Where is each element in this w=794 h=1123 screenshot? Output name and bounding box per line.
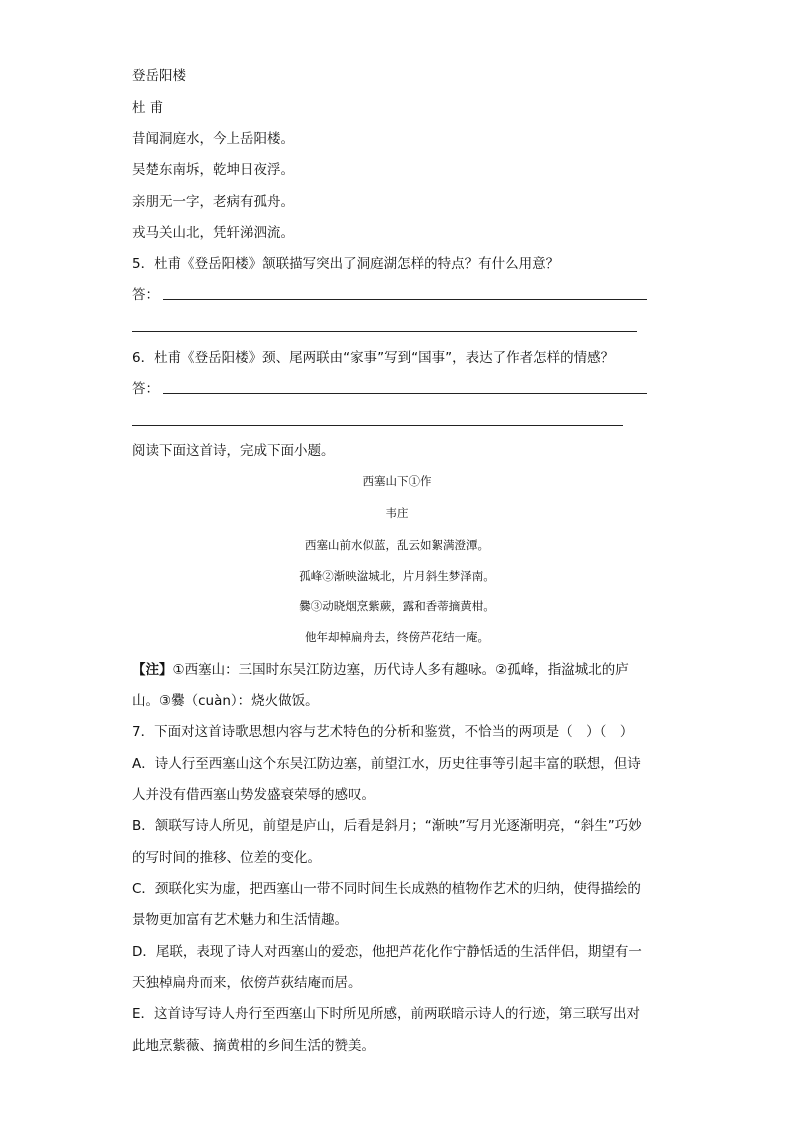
option-b-line-1: B．颔联写诗人所见，前望是庐山，后看是斜月；“渐映”写月光逐渐明亮，“斜生”巧妙 [132, 818, 642, 834]
option-e-line-1: E．这首诗写诗人舟行至西塞山下时所见所感，前两联暗示诗人的行迹，第三联写出对 [132, 1006, 641, 1022]
option-d-line-1: D．尾联，表现了诗人对西塞山的爱恋，他把芦花化作宁静恬适的生活伴侣，期望有一 [132, 944, 642, 960]
poem2-line-4: 他年却棹扁舟去，终傍芦花结一庵。 [305, 630, 489, 644]
question-7: 7．下面对这首诗歌思想内容与艺术特色的分析和鉴赏，不恰当的两项是（ ）（ ） [132, 724, 634, 740]
option-c-line-1: C．颈联化实为虚，把西塞山一带不同时间生长成熟的植物作艺术的归纳，使得描绘的 [132, 881, 641, 897]
note-line-2: 山。③爨（cuàn）：烧火做饭。 [132, 693, 319, 709]
note-text-1: ①西塞山：三国时东吴江防边塞，历代诗人多有趣咏。②孤峰，指湓城北的庐 [172, 662, 629, 678]
q6-answer-line-1[interactable] [163, 392, 647, 394]
poem2-author: 韦庄 [385, 506, 409, 520]
question-6: 6．杜甫《登岳阳楼》颈、尾两联由“家事”写到“国事”，表达了作者怎样的情感？ [132, 350, 615, 366]
q5-answer-line-2[interactable] [132, 331, 637, 332]
option-a-line-2: 人并没有借西塞山势发盛衰荣辱的感叹。 [132, 787, 375, 803]
q6-answer-label: 答： [132, 381, 159, 397]
q5-answer-row [132, 286, 647, 304]
option-c-line-2: 景物更加富有艺术魅力和生活情趣。 [132, 912, 348, 928]
poem1-author: 杜 甫 [132, 100, 164, 116]
note-line-1 [132, 661, 629, 679]
poem1-title: 登岳阳楼 [132, 68, 186, 84]
q5-answer-label: 答： [132, 287, 159, 303]
poem1-line-1: 昔闻洞庭水，今上岳阳楼。 [132, 131, 294, 147]
option-d-line-2: 天独棹扁舟而来，依傍芦荻结庵而居。 [132, 975, 362, 991]
poem2-line-1: 西塞山前水似蓝，乱云如絮满澄潭。 [305, 538, 489, 552]
question-5: 5．杜甫《登岳阳楼》颔联描写突出了洞庭湖怎样的特点？有什么用意？ [132, 256, 560, 272]
q6-answer-row [132, 380, 647, 398]
option-b-line-2: 的写时间的推移、位差的变化。 [132, 850, 321, 866]
q5-answer-line-1[interactable] [163, 298, 647, 300]
q6-answer-line-2[interactable] [132, 425, 623, 426]
option-e-line-2: 此地烹紫薇、摘黄柑的乡间生活的赞美。 [132, 1038, 375, 1054]
poem2-title: 西塞山下①作 [362, 474, 432, 488]
poem1-line-2: 吴楚东南坼，乾坤日夜浮。 [132, 162, 294, 178]
poem1-line-3: 亲朋无一字，老病有孤舟。 [132, 194, 294, 210]
note-label: 【注】 [132, 662, 173, 678]
reading-instruction: 阅读下面这首诗，完成下面小题。 [132, 443, 335, 459]
poem1-line-4: 戎马关山北，凭轩涕泗流。 [132, 225, 294, 241]
poem2-line-3: 爨③动晓烟烹紫蕨，露和香蒂摘黄柑。 [299, 599, 495, 613]
option-a-line-1: A．诗人行至西塞山这个东吴江防边塞，前望江水，历史往事等引起丰富的联想，但诗 [132, 756, 641, 772]
poem2-line-2: 孤峰②渐映湓城北，片月斜生梦泽南。 [299, 569, 495, 583]
